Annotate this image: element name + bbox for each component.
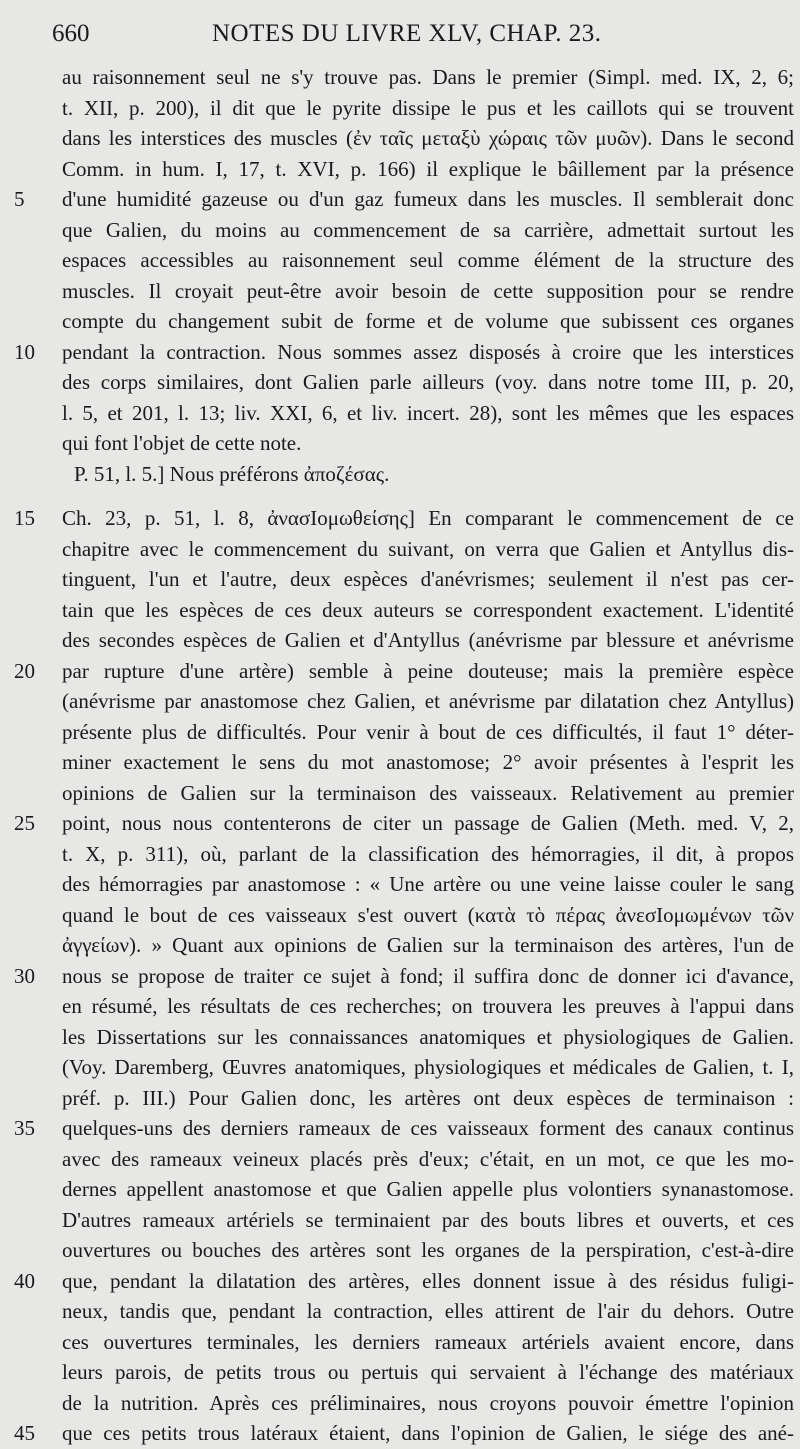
line-text: des hémorragies par anastomose : « Une artère ou une veine laisse couler le sang: [62, 872, 794, 896]
line-text: avec des rameaux veineux placés près d'eux; c'était, en un mot, ce que les mo-: [62, 1146, 794, 1171]
line-text: dans les interstices des muscles (ἐν ταῖς μεταξὺ χώραις τῶν μυῶν). Dans le second: [62, 126, 794, 150]
line-text: ἀγγείων). » Quant aux opinions de Galien sur la terminaison des artères, l'un de: [62, 933, 794, 957]
line-text: présente plus de difficultés. Pour venir à bout de ces difficultés, il faut 1° déter-: [62, 719, 794, 744]
text-line: [0, 1388, 800, 1419]
line-text: espaces accessibles au raisonnement seul comme élément de la structure des: [62, 248, 794, 272]
text-line: [0, 1113, 800, 1144]
text-body: [0, 62, 800, 1449]
text-line: [0, 1174, 800, 1205]
text-line: [0, 778, 800, 809]
text-line: [0, 534, 800, 565]
line-text: P. 51, l. 5.] Nous préférons ἀποζέσας.: [74, 461, 390, 486]
line-text: en résumé, les résultats de ces recherches; on trouvera les preuves à l'appui dans: [62, 994, 794, 1018]
line-text: nous se propose de traiter ce sujet à fond; il suffira donc de donner ici d'avance,: [62, 963, 794, 988]
line-text: Comm. in hum. I, 17, t. XVI, p. 166) il explique le bâillement par la présence: [62, 156, 794, 181]
line-text: que Galien, du moins au commencement de sa carrière, admettait surtout les: [62, 217, 794, 242]
line-text: d'une humidité gazeuse ou d'un gaz fumeux dans les muscles. Il semblerait donc: [62, 187, 794, 211]
line-text: ouvertures ou bouches des artères sont les organes de la perspiration, c'est-à-dire: [62, 1238, 794, 1262]
text-line: [0, 961, 800, 992]
text-line: [0, 869, 800, 900]
line-text: tinguent, l'un et l'autre, deux espèces d'anévrismes; seulement il n'est pas cer-: [62, 567, 794, 591]
text-line: [0, 215, 800, 246]
page-header: [0, 16, 800, 56]
line-text: compte du changement subit de forme et de volume que subissent ces organes: [62, 309, 794, 333]
text-line: [0, 123, 800, 154]
line-text: des corps similaires, dont Galien parle ailleurs (voy. dans notre tome III, p. 20,: [62, 370, 794, 394]
line-number: 5: [14, 187, 25, 211]
line-text: Ch. 23, p. 51, l. 8, ἀνασΙομωθείσης] En comparant le commencement de ce: [62, 506, 794, 530]
text-line: [0, 337, 800, 368]
text-line: [0, 93, 800, 124]
line-text: tain que les espèces de ces deux auteurs se correspondent exactement. L'identité: [62, 597, 794, 622]
text-line: [0, 656, 800, 687]
text-line: [0, 1052, 800, 1083]
line-text: ces ouvertures terminales, les derniers rameaux artériels avaient encore, dans: [62, 1329, 794, 1354]
text-line: [0, 1235, 800, 1266]
text-line: [0, 306, 800, 337]
text-line: [0, 1144, 800, 1175]
line-text: opinions de Galien sur la terminaison des vaisseaux. Relativement au premier: [62, 780, 794, 805]
line-text: muscles. Il croyait peut-être avoir besoin de cette supposition pour se rendre: [62, 278, 794, 303]
line-text: de la nutrition. Après ces préliminaires, nous croyons pouvoir émettre l'opinion: [62, 1390, 794, 1415]
line-text: chapitre avec le commencement du suivant, on verra que Galien et Antyllus dis-: [62, 536, 794, 561]
line-text: des secondes espèces de Galien et d'Antyllus (anévrisme par blessure et anévrisme: [62, 628, 794, 652]
line-text: (Voy. Daremberg, Œuvres anatomiques, physiologiques et médicales de Galien, t. I,: [62, 1055, 794, 1079]
text-line: [0, 808, 800, 839]
text-line: [0, 1418, 800, 1449]
line-number: 35: [14, 1116, 35, 1140]
line-text: quelques-uns des derniers rameaux de ces vaisseaux forment des canaux continus: [62, 1116, 794, 1140]
text-line: [0, 154, 800, 185]
text-line: [0, 900, 800, 931]
line-text: pendant la contraction. Nous sommes assez disposés à croire que les interstices: [62, 339, 794, 364]
text-line: [0, 503, 800, 534]
line-text: qui font l'objet de cette note.: [62, 431, 302, 455]
text-line: [0, 367, 800, 398]
line-number: 10: [14, 339, 35, 364]
text-line: [0, 625, 800, 656]
paragraph-gap: [0, 489, 800, 503]
text-line: [0, 276, 800, 307]
line-text: au raisonnement seul ne s'y trouve pas. Dans le premier (Simpl. med. IX, 2, 6;: [62, 65, 794, 89]
line-text: neux, tandis que, pendant la contraction, elles attirent de l'air du dehors. Outre: [62, 1299, 794, 1323]
text-line: [0, 245, 800, 276]
line-text: point, nous nous contenterons de citer un passage de Galien (Meth. med. V, 2,: [62, 811, 794, 835]
text-line: [0, 1083, 800, 1114]
line-text: que, pendant la dilatation des artères, elles donnent issue à des résidus fuligi-: [62, 1268, 794, 1293]
text-line: [0, 930, 800, 961]
line-number: 30: [14, 963, 35, 988]
text-line: [0, 1266, 800, 1297]
page-number: 660: [52, 20, 90, 47]
line-text: t. XII, p. 200), il dit que le pyrite dissipe le pus et les caillots qui se trouvent: [62, 95, 794, 120]
line-text: t. X, p. 311), où, parlant de la classification des hémorragies, il dit, à propos: [62, 841, 794, 866]
line-text: les Dissertations sur les connaissances anatomiques et physiologiques de Galien.: [62, 1024, 794, 1049]
line-number: 45: [14, 1421, 35, 1445]
line-text: leurs parois, de petits trous ou pertuis qui servaient à l'échange des matériaux: [62, 1360, 794, 1384]
text-line: [0, 459, 800, 490]
text-line: [0, 428, 800, 459]
text-line: [0, 747, 800, 778]
line-text: l. 5, et 201, l. 13; liv. XXI, 6, et liv. incert. 28), sont les mêmes que les espaces: [62, 400, 794, 425]
text-line: [0, 184, 800, 215]
line-text: dernes appellent anastomose et que Galien appelle plus volontiers synanastomose.: [62, 1177, 794, 1201]
text-line: [0, 717, 800, 748]
running-head: NOTES DU LIVRE XLV, CHAP. 23.: [212, 20, 602, 47]
text-line: [0, 595, 800, 626]
text-line: [0, 839, 800, 870]
line-text: que ces petits trous latéraux étaient, dans l'opinion de Galien, le siége des ané-: [62, 1421, 794, 1445]
text-line: [0, 1022, 800, 1053]
line-text: préf. p. III.) Pour Galien donc, les artères ont deux espèces de terminaison :: [62, 1085, 794, 1110]
text-line: [0, 1296, 800, 1327]
text-line: [0, 564, 800, 595]
text-line: [0, 62, 800, 93]
text-line: [0, 398, 800, 429]
text-line: [0, 1327, 800, 1358]
line-text: (anévrisme par anastomose chez Galien, et anévrisme par dilatation chez Antyllus): [62, 689, 794, 713]
text-line: [0, 991, 800, 1022]
line-text: D'autres rameaux artériels se terminaient par des bouts libres et ouverts, et ces: [62, 1207, 794, 1232]
line-text: quand le bout de ces vaisseaux s'est ouvert (κατὰ τὸ πέρας ἀνεσΙομωμένων τῶν: [62, 902, 794, 927]
text-line: [0, 1357, 800, 1388]
line-number: 15: [14, 506, 35, 530]
text-line: [0, 686, 800, 717]
text-line: [0, 1205, 800, 1236]
line-number: 20: [14, 658, 35, 683]
line-text: miner exactement le sens du mot anastomose; 2° avoir présentes à l'esprit les: [62, 750, 794, 774]
line-text: par rupture d'une artère) semble à peine douteuse; mais la première espèce: [62, 658, 794, 683]
line-number: 40: [14, 1268, 35, 1293]
line-number: 25: [14, 811, 35, 835]
